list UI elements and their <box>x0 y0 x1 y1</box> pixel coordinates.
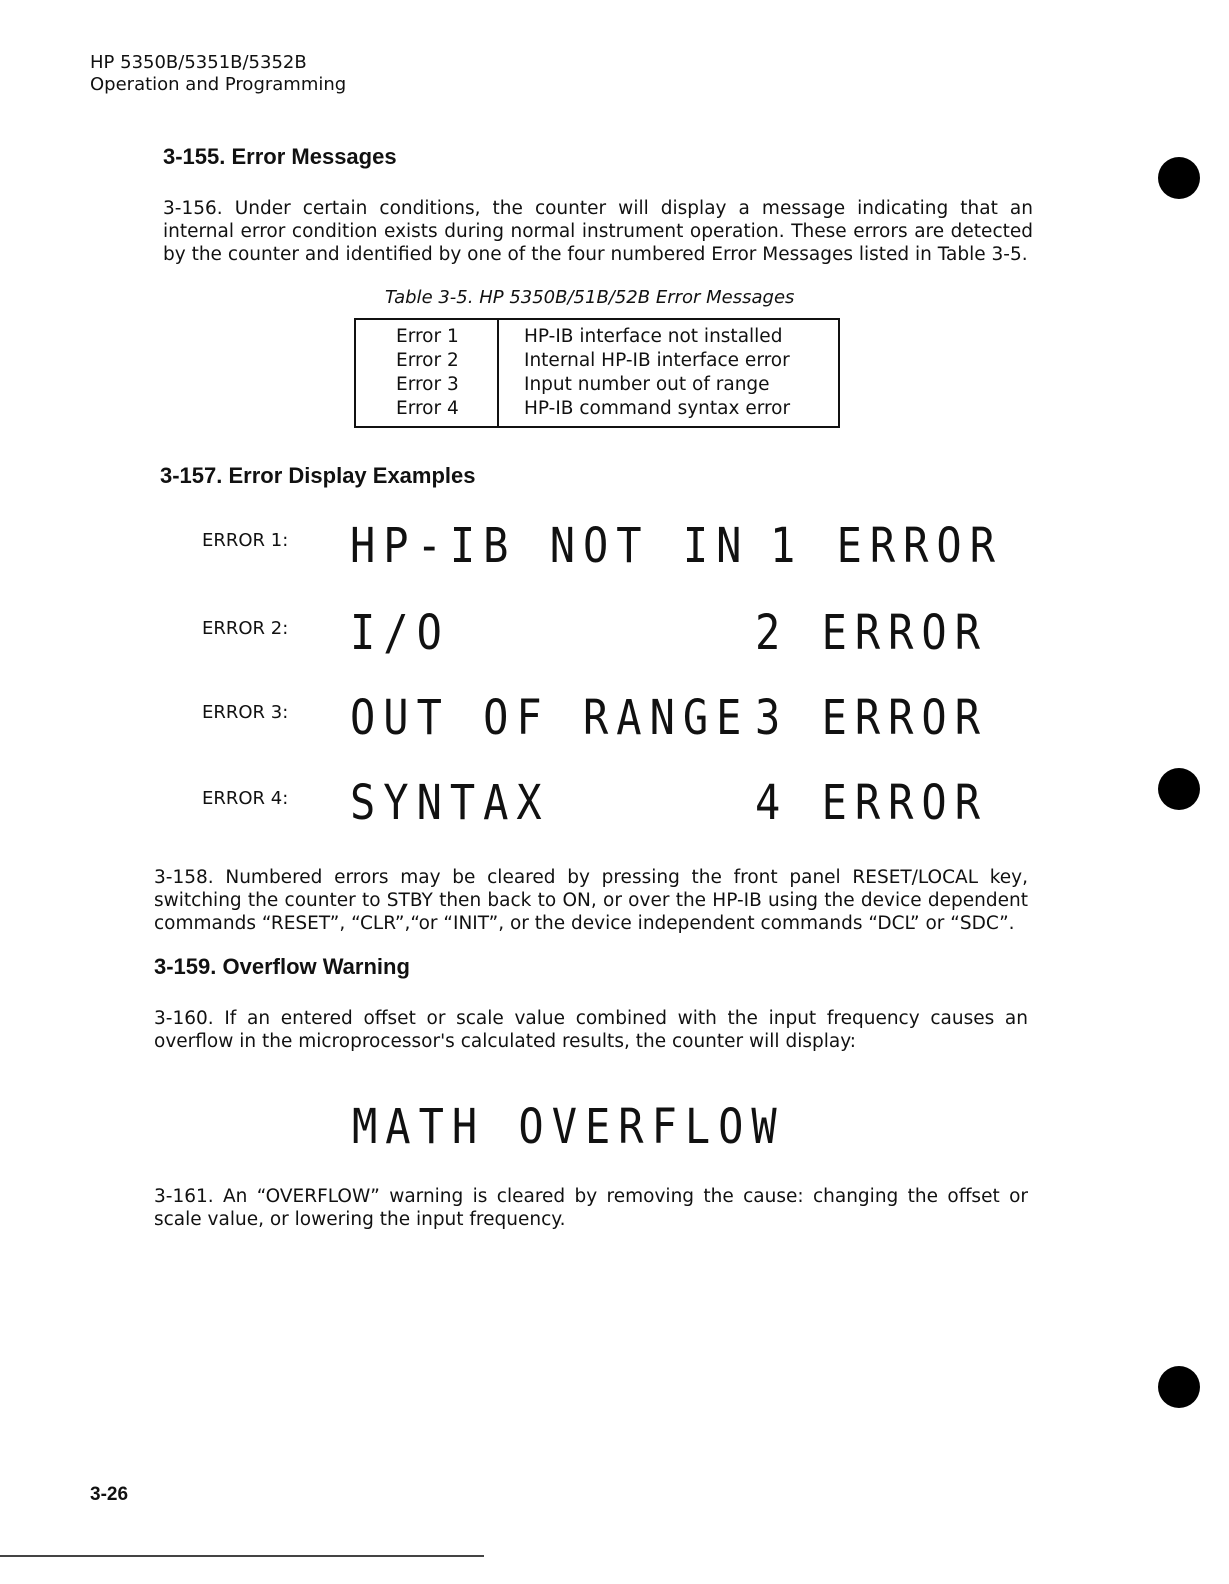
error-example-display: SYNTAX <box>350 774 550 831</box>
table-cell-code: Error 1 <box>396 326 459 347</box>
paragraph-3-156: 3-156. Under certain conditions, the counter will display a message indicating that an internal error condition exists during normal instrument operation. These errors are detected by the counter and identified by one of the four numbered Error Messages listed in Table 3-5. <box>163 198 1033 265</box>
table-cell-text: HP-IB command syntax error <box>524 398 791 419</box>
table-divider <box>497 320 499 426</box>
error-example-code: 4 ERROR <box>755 774 989 831</box>
error-example-label: ERROR 4: <box>202 788 289 809</box>
error-example-label: ERROR 1: <box>202 530 289 551</box>
paragraph-3-158: 3-158. Numbered errors may be cleared by pressing the front panel RESET/LOCAL key, switching the counter to STBY then back to ON, or over the HP-IB using the device dependent commands “RESET”, “CLR”,“or “INIT”, or the device independent commands “DCL” or “SDC”. <box>154 867 1028 934</box>
error-example-display: HP-IB NOT IN <box>350 517 750 574</box>
binder-hole-mark <box>1158 1366 1200 1408</box>
error-example-code: 1 ERROR <box>770 517 1004 574</box>
running-header-model: HP 5350B/5351B/5352B <box>90 52 307 73</box>
table-cell-text: Internal HP-IB interface error <box>524 350 790 371</box>
error-example-display: I/O <box>350 604 450 661</box>
running-header-title: Operation and Programming <box>90 74 347 95</box>
table-cell-text: HP-IB interface not installed <box>524 326 783 347</box>
error-example-label: ERROR 3: <box>202 702 289 723</box>
binder-hole-mark <box>1158 157 1200 199</box>
table-caption: Table 3-5. HP 5350B/51B/52B Error Messages <box>385 287 795 308</box>
error-messages-table <box>354 318 840 428</box>
section-title-error-display-examples: 3-157. Error Display Examples <box>160 463 476 488</box>
section-title-overflow-warning: 3-159. Overflow Warning <box>154 954 410 979</box>
error-example-display: OUT OF RANGE <box>350 689 750 746</box>
error-example-label: ERROR 2: <box>202 618 289 639</box>
page-number: 3-26 <box>90 1484 129 1505</box>
table-cell-code: Error 2 <box>396 350 459 371</box>
overflow-display: MATH OVERFLOW <box>352 1098 785 1155</box>
table-cell-text: Input number out of range <box>524 374 770 395</box>
error-example-code: 2 ERROR <box>755 604 989 661</box>
paragraph-3-161: 3-161. An “OVERFLOW” warning is cleared by removing the cause: changing the offset or scale value, or lowering the input frequency. <box>154 1186 1028 1230</box>
table-cell-code: Error 4 <box>396 398 459 419</box>
paragraph-3-160: 3-160. If an entered offset or scale value combined with the input frequency causes an overflow in the microprocessor's calculated results, the counter will display: <box>154 1008 1028 1052</box>
table-cell-code: Error 3 <box>396 374 459 395</box>
error-example-code: 3 ERROR <box>755 689 989 746</box>
footer-rule <box>0 1555 484 1557</box>
binder-hole-mark <box>1158 768 1200 810</box>
section-title-error-messages: 3-155. Error Messages <box>163 144 397 169</box>
